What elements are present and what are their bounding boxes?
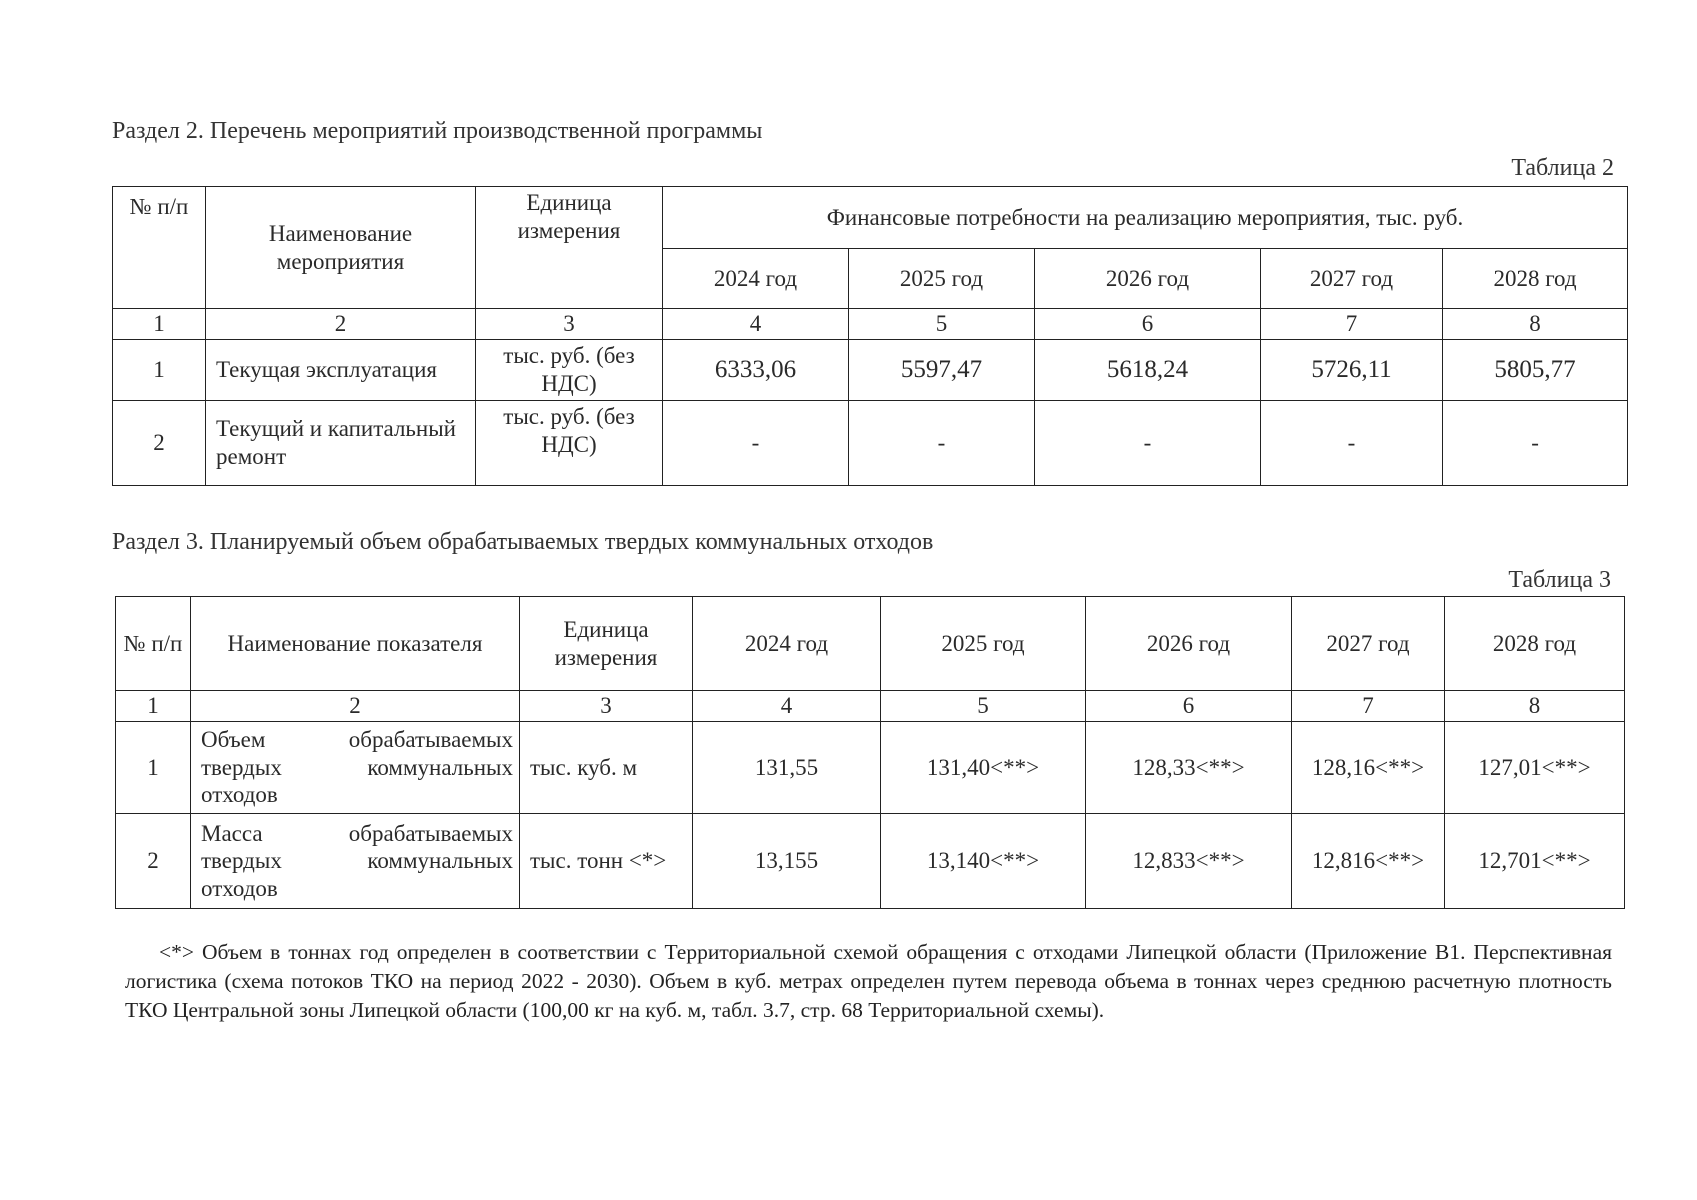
table-3 [115, 596, 1625, 909]
table-2 [112, 186, 1628, 486]
row-value: 5805,77 [1443, 340, 1628, 401]
row-unit: тыс. тонн <*> [520, 814, 693, 909]
row-unit: тыс. куб. м [520, 722, 693, 814]
table3-year: 2025 год [881, 597, 1086, 691]
row-value: 131,40<**> [881, 722, 1086, 814]
row-value: 131,55 [693, 722, 881, 814]
table2-caption: Таблица 2 [1511, 155, 1614, 181]
section2-title: Раздел 2. Перечень мероприятий производственной программы [112, 118, 763, 144]
row-unit: тыс. руб. (без НДС) [476, 401, 663, 486]
col-number: 6 [1086, 691, 1292, 722]
table2-header-unit: Единица измерения [476, 187, 663, 309]
footnote: <*> Объем в тоннах год определен в соответствии с Территориальной схемой обращения с отходами Липецкой области (Приложение В1. Перспективная логистика (схема потоков ТКО на период 2022 - 2030). Объем в куб. метрах определен путем перевода объема в тоннах через среднюю расчетную плотность ТКО Центральной зоны Липецкой области (100,00 кг на куб. м, табл. 3.7, стр. 68 Территориальной схемы). [125, 940, 1612, 1022]
row-number: 1 [113, 340, 206, 401]
col-number: 4 [693, 691, 881, 722]
table2-year: 2027 год [1261, 249, 1443, 309]
table2-year: 2026 год [1035, 249, 1261, 309]
table3-header-name: Наименование показателя [191, 597, 520, 691]
table3-year: 2027 год [1292, 597, 1445, 691]
table3-colnum-row [116, 691, 1625, 722]
table-row [113, 401, 1628, 486]
col-number: 5 [881, 691, 1086, 722]
section3-title: Раздел 3. Планируемый объем обрабатываемых твердых коммунальных отходов [112, 529, 934, 555]
row-name: Текущий и капитальный ремонт [206, 401, 476, 486]
table2-header-num: № п/п [113, 187, 206, 309]
row-value: 13,140<**> [881, 814, 1086, 909]
row-value: 5618,24 [1035, 340, 1261, 401]
col-number: 7 [1261, 309, 1443, 340]
row-value: 12,701<**> [1445, 814, 1625, 909]
row-value: - [663, 401, 849, 486]
row-value: - [1443, 401, 1628, 486]
col-number: 6 [1035, 309, 1261, 340]
col-number: 1 [113, 309, 206, 340]
row-value: 12,816<**> [1292, 814, 1445, 909]
table3-year: 2028 год [1445, 597, 1625, 691]
row-number: 2 [116, 814, 191, 909]
row-value: 128,33<**> [1086, 722, 1292, 814]
col-number: 8 [1443, 309, 1628, 340]
row-value: - [849, 401, 1035, 486]
col-number: 5 [849, 309, 1035, 340]
row-number: 2 [113, 401, 206, 486]
col-number: 4 [663, 309, 849, 340]
row-value: 13,155 [693, 814, 881, 909]
row-value: 12,833<**> [1086, 814, 1292, 909]
row-name: Текущая эксплуатация [206, 340, 476, 401]
table3-header-row [116, 597, 1625, 691]
table2-header-name: Наименование мероприятия [206, 187, 476, 309]
table2-header-financial: Финансовые потребности на реализацию мероприятия, тыс. руб. [663, 187, 1628, 249]
row-value: 5726,11 [1261, 340, 1443, 401]
table3-year: 2024 год [693, 597, 881, 691]
table2-year: 2025 год [849, 249, 1035, 309]
row-value: 6333,06 [663, 340, 849, 401]
row-value: - [1035, 401, 1261, 486]
table3-year: 2026 год [1086, 597, 1292, 691]
row-value: - [1261, 401, 1443, 486]
table3-header-num: № п/п [116, 597, 191, 691]
col-number: 2 [191, 691, 520, 722]
table3-header-unit: Единица измерения [520, 597, 693, 691]
table2-header-row [113, 187, 1628, 249]
table-row [116, 722, 1625, 814]
row-value: 127,01<**> [1445, 722, 1625, 814]
col-number: 3 [520, 691, 693, 722]
table2-year: 2028 год [1443, 249, 1628, 309]
col-number: 2 [206, 309, 476, 340]
col-number: 1 [116, 691, 191, 722]
table-row [116, 814, 1625, 909]
table2-year: 2024 год [663, 249, 849, 309]
col-number: 8 [1445, 691, 1625, 722]
table-row [113, 340, 1628, 401]
row-name: Объем обрабатываемых твердых коммунальных отходов [191, 722, 520, 814]
row-unit: тыс. руб. (без НДС) [476, 340, 663, 401]
table2-colnum-row [113, 309, 1628, 340]
row-name: Масса обрабатываемых твердых коммунальных отходов [191, 814, 520, 909]
col-number: 3 [476, 309, 663, 340]
table3-caption: Таблица 3 [1508, 567, 1611, 593]
row-number: 1 [116, 722, 191, 814]
row-value: 128,16<**> [1292, 722, 1445, 814]
col-number: 7 [1292, 691, 1445, 722]
row-value: 5597,47 [849, 340, 1035, 401]
